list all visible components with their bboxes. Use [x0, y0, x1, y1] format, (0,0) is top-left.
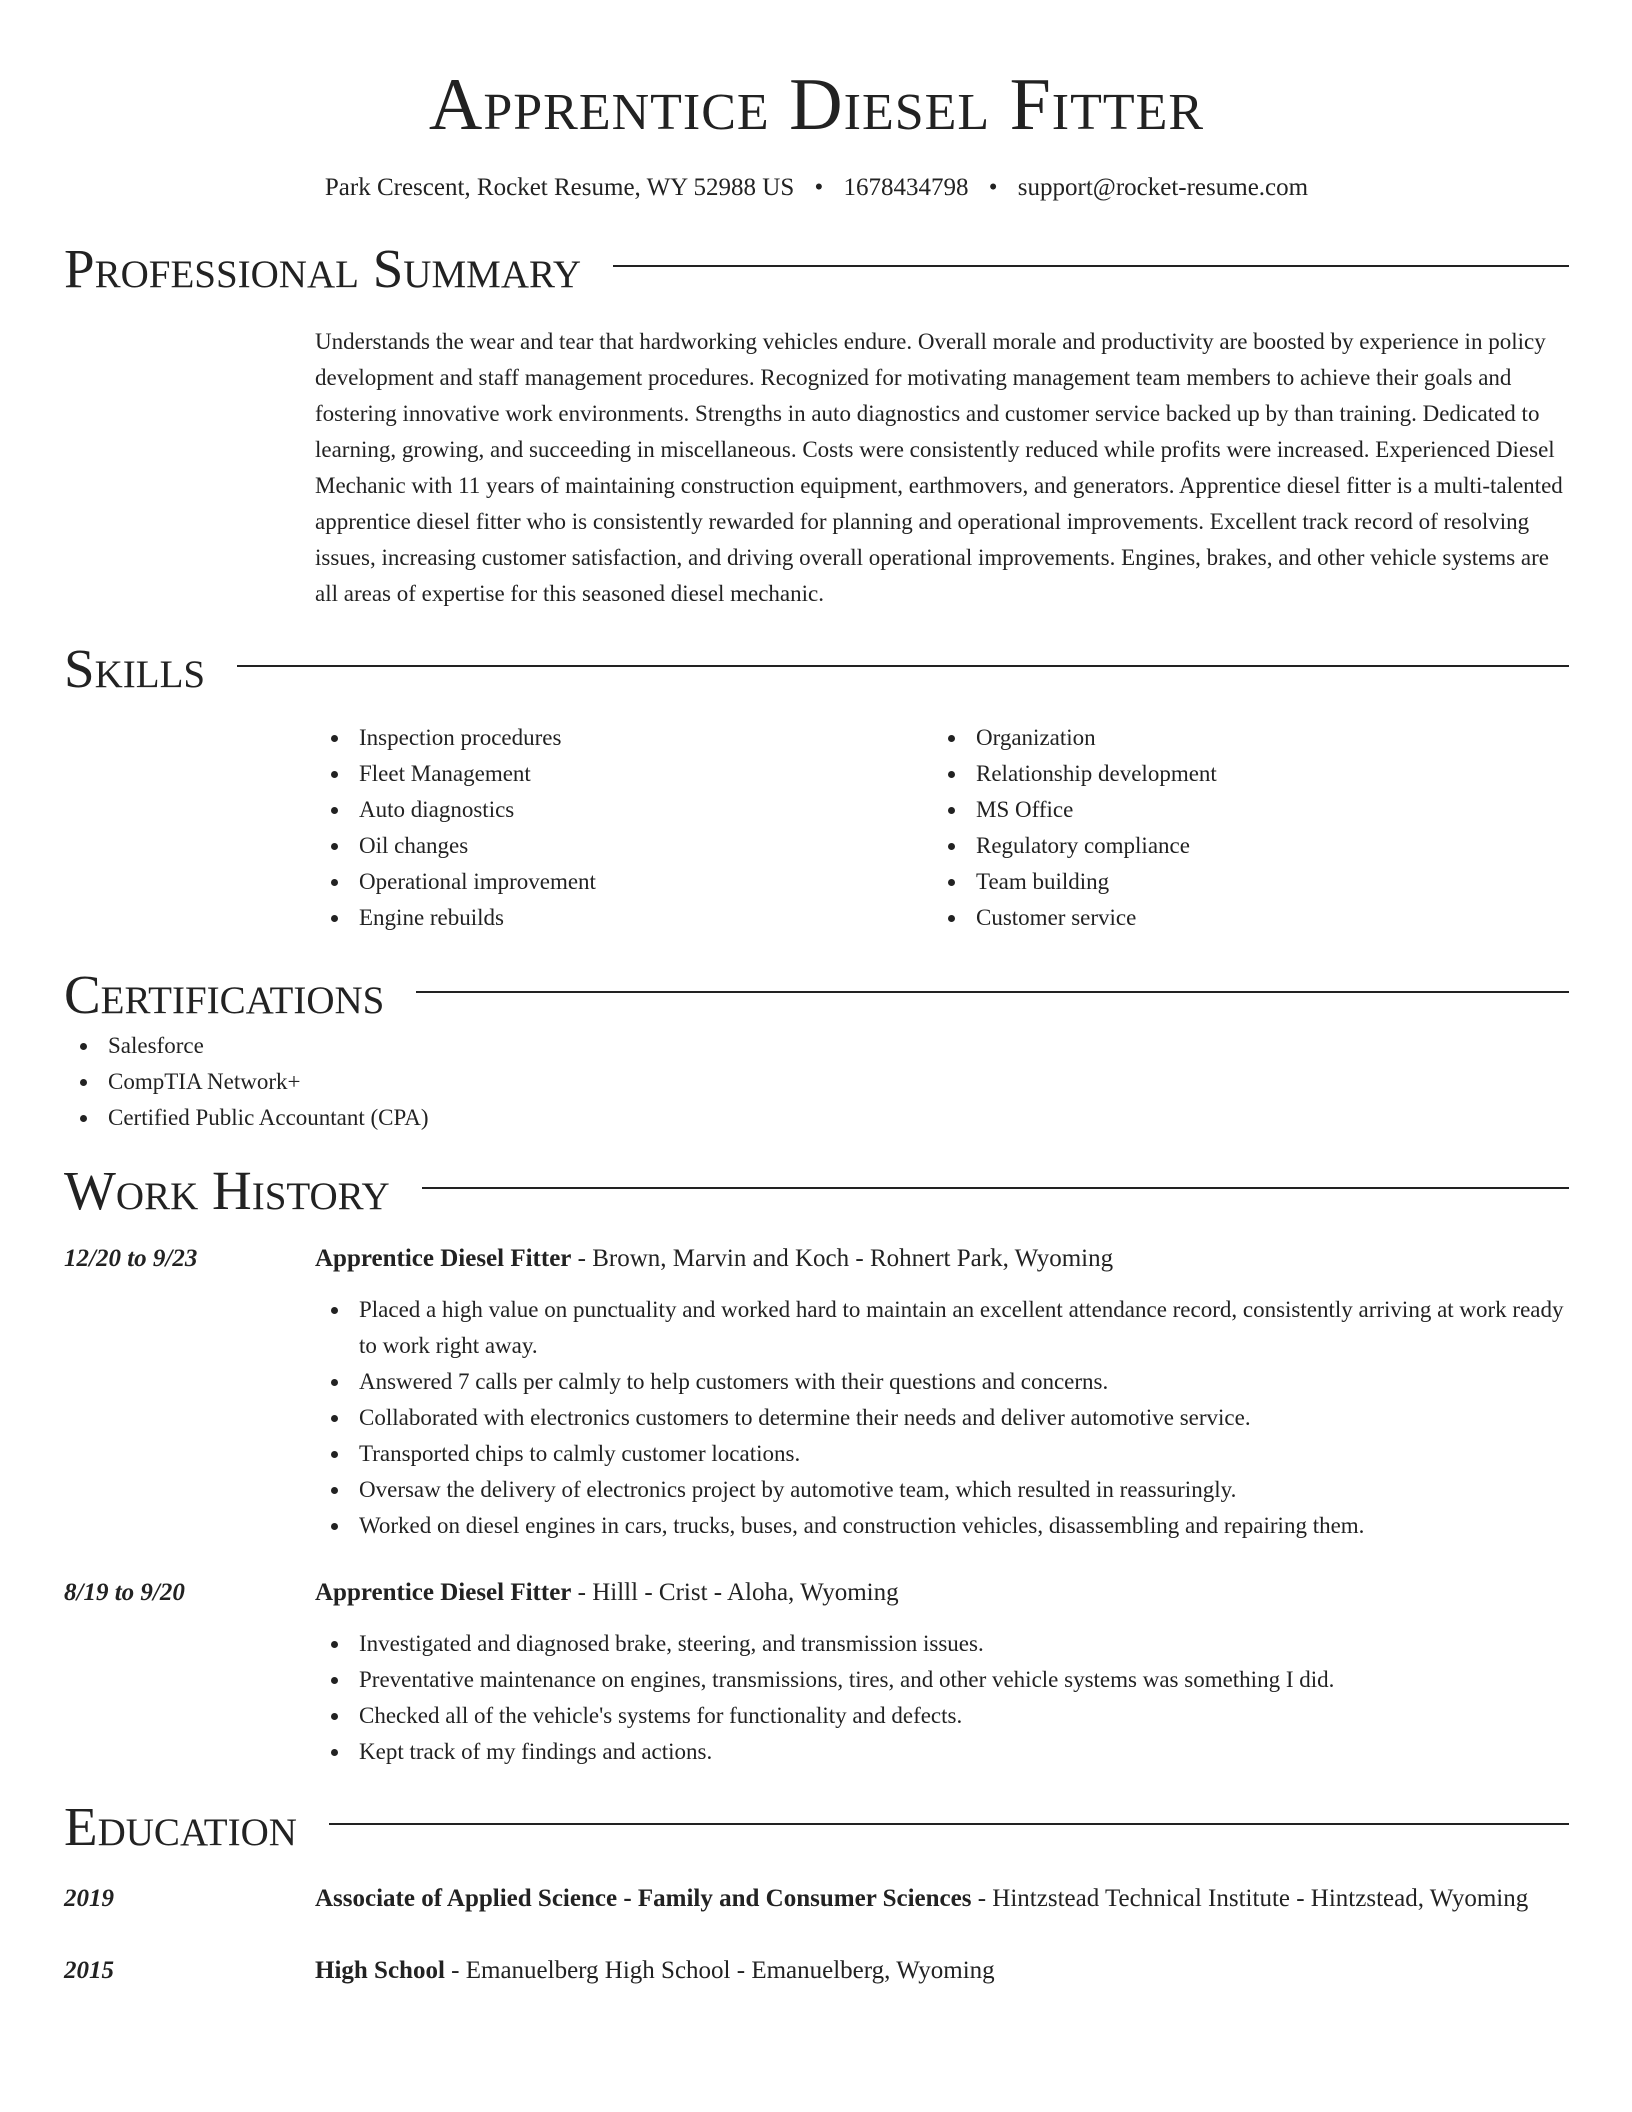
education-degree: High School — [315, 1957, 445, 1984]
education-year: 2015 — [64, 1957, 114, 1984]
work-bullet: Transported chips to calmly customer locations. — [315, 1436, 1569, 1472]
education-year: 2019 — [64, 1885, 114, 1912]
section-title: Education — [64, 1796, 297, 1857]
education-section-header — [64, 1794, 1569, 1860]
work-dates: 8/19 to 9/20 — [64, 1579, 185, 1606]
job-title: Apprentice Diesel Fitter — [315, 1579, 572, 1606]
section-title: Professional Summary — [64, 238, 582, 299]
work-body — [315, 1574, 1569, 1770]
skill-item: Auto diagnostics — [315, 792, 932, 828]
section-divider — [422, 1187, 1569, 1189]
contact-separator: • — [988, 174, 998, 201]
work-entry — [64, 1240, 1569, 1544]
work-bullets — [315, 1292, 1569, 1544]
work-section-header — [64, 1158, 1569, 1224]
work-bullet: Preventative maintenance on engines, transmissions, tires, and other vehicle systems was something I did. — [315, 1662, 1569, 1698]
skills-column-right — [932, 720, 1549, 936]
summary-text: Understands the wear and tear that hardworking vehicles endure. Overall morale and productivity are boosted by experience in policy development and staff management procedures. Recognized for motivating management team members to achieve their goals and fostering innovative work environments. Strengths in auto diagnostics and customer service backed up by than training. Dedicated to learning, growing, and succeeding in miscellaneous. Costs were consistently reduced while profits were increased. Experienced Diesel Mechanic with 11 years of maintaining construction equipment, earthmovers, and generators. Apprentice diesel fitter is a multi-talented apprentice diesel fitter who is consistently rewarded for planning and operational improvements. Excellent track record of resolving issues, increasing customer satisfaction, and driving overall operational improvements. Engines, brakes, and other vehicle systems are all areas of expertise for this seasoned diesel mechanic. — [315, 329, 1563, 606]
job-employer-location: - Brown, Marvin and Koch - Rohnert Park, Wyoming — [571, 1245, 1114, 1272]
education-institution: - Hintzstead Technical Institute - Hintzstead, Wyoming — [971, 1885, 1529, 1912]
work-bullet: Oversaw the delivery of electronics project by automotive team, which resulted in reassuringly. — [315, 1472, 1569, 1508]
skill-item: Customer service — [932, 900, 1549, 936]
skill-item: Inspection procedures — [315, 720, 932, 756]
section-title: Work History — [64, 1160, 390, 1221]
work-bullet: Checked all of the vehicle's systems for functionality and defects. — [315, 1698, 1569, 1734]
education-degree: Associate of Applied Science - Family and Consumer Sciences — [315, 1885, 972, 1912]
contact-address: Park Crescent, Rocket Resume, WY 52988 US — [324, 174, 795, 201]
work-body — [315, 1240, 1569, 1544]
section-divider — [613, 265, 1569, 267]
skill-item: Regulatory compliance — [932, 828, 1549, 864]
certifications-list — [64, 1028, 1569, 1136]
contact-line — [64, 172, 1569, 204]
section-divider — [329, 1823, 1569, 1825]
work-heading — [315, 1240, 1569, 1278]
education-entry — [64, 1880, 1569, 1918]
certifications-section-header — [64, 962, 1569, 1028]
skill-item: Fleet Management — [315, 756, 932, 792]
job-employer-location: - Hilll - Crist - Aloha, Wyoming — [571, 1579, 899, 1606]
work-bullet: Worked on diesel engines in cars, trucks, buses, and construction vehicles, disassembling and repairing them. — [315, 1508, 1569, 1544]
skills-list — [315, 720, 1569, 936]
contact-separator: • — [814, 174, 824, 201]
education-heading — [315, 1880, 1569, 1918]
job-title: Apprentice Diesel Fitter — [315, 1245, 572, 1272]
skill-item: Engine rebuilds — [315, 900, 932, 936]
work-entry — [64, 1574, 1569, 1770]
section-divider — [416, 991, 1569, 993]
skill-item: Organization — [932, 720, 1549, 756]
skill-item: Operational improvement — [315, 864, 932, 900]
skills-column-left — [315, 720, 932, 936]
skills-section-header — [64, 636, 1569, 702]
section-divider — [237, 665, 1569, 667]
skill-item: Oil changes — [315, 828, 932, 864]
work-bullet: Collaborated with electronics customers to determine their needs and deliver automotive service. — [315, 1400, 1569, 1436]
certification-item: Salesforce — [64, 1028, 1569, 1064]
work-bullet: Answered 7 calls per calmly to help customers with their questions and concerns. — [315, 1364, 1569, 1400]
work-bullet: Investigated and diagnosed brake, steering, and transmission issues. — [315, 1626, 1569, 1662]
contact-email: support@rocket-resume.com — [1017, 174, 1309, 201]
education-heading — [315, 1952, 1569, 1990]
work-bullets — [315, 1626, 1569, 1770]
certification-item: CompTIA Network+ — [64, 1064, 1569, 1100]
work-dates: 12/20 to 9/23 — [64, 1245, 198, 1272]
candidate-name: Apprentice Diesel Fitter — [428, 64, 1205, 146]
contact-phone: 1678434798 — [843, 174, 969, 201]
education-entry — [64, 1952, 1569, 1990]
education-institution: - Emanuelberg High School - Emanuelberg, Wyoming — [444, 1957, 995, 1984]
work-bullet: Placed a high value on punctuality and worked hard to maintain an excellent attendance record, consistently arriving at work ready to work right away. — [315, 1292, 1569, 1364]
certification-item: Certified Public Accountant (CPA) — [64, 1100, 1569, 1136]
skill-item: MS Office — [932, 792, 1549, 828]
work-heading — [315, 1574, 1569, 1612]
section-title: Skills — [64, 638, 206, 699]
skill-item: Team building — [932, 864, 1549, 900]
summary-section-header — [64, 236, 1569, 302]
work-bullet: Kept track of my findings and actions. — [315, 1734, 1569, 1770]
skill-item: Relationship development — [932, 756, 1549, 792]
section-title: Certifications — [64, 964, 385, 1025]
